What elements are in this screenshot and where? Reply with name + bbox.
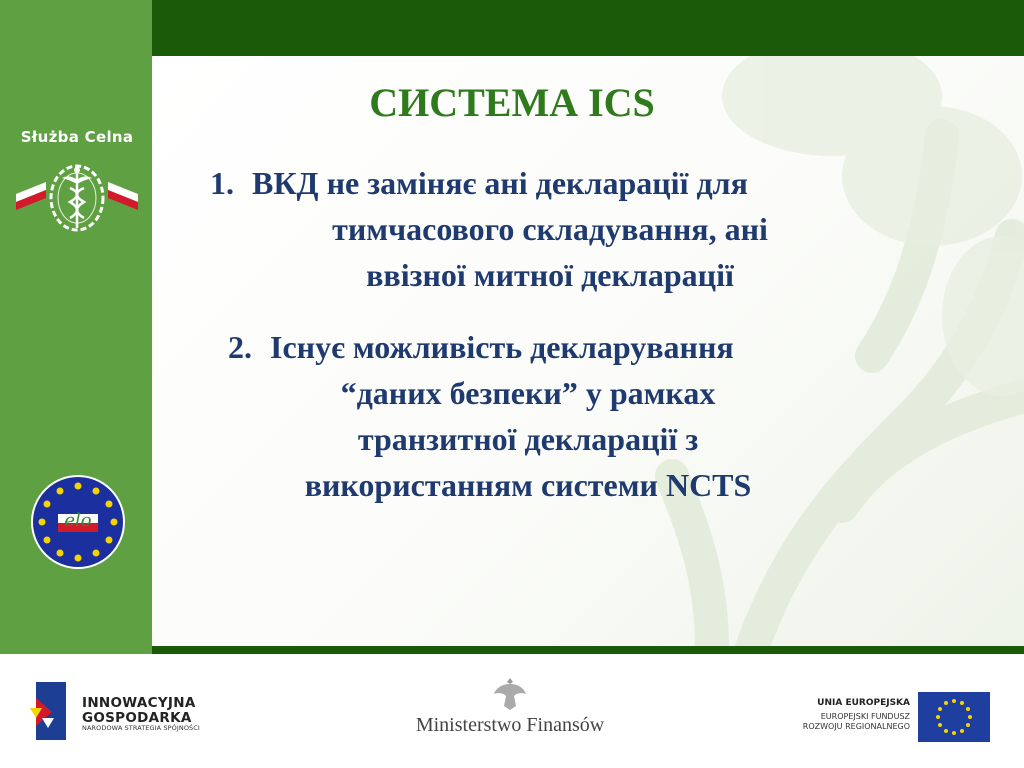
list-item-line: ВКД не заміняє ані декларації для <box>252 165 748 201</box>
eu-fund-logo <box>784 690 994 744</box>
eu-subtitle <box>803 712 910 732</box>
sluzba-celna-logo <box>10 124 144 244</box>
eu-line2: EUROPEJSKI FUNDUSZ <box>820 712 910 721</box>
ministerstwo-finansow-logo <box>390 672 630 742</box>
innowacyjna-gospodarka-icon <box>28 678 78 744</box>
mf-name: Ministerstwo Finansów <box>415 714 605 736</box>
bottom-bar <box>152 646 1024 654</box>
top-bar <box>152 0 1024 56</box>
list-item-line: ввізної митної декларації <box>366 257 734 293</box>
ig-title <box>82 696 196 726</box>
caduceus-emblem-icon <box>10 124 144 244</box>
innowacyjna-gospodarka-logo <box>28 678 228 748</box>
list-item-line: транзитної декларації з <box>357 421 699 457</box>
ig-tagline: NARODOWA STRATEGIA SPÓJNOŚCI <box>82 724 200 732</box>
svg-text:elo: elo <box>64 510 92 531</box>
eu-title: UNIA EUROPEJSKA <box>817 698 910 708</box>
ig-line2: GOSPODARKA <box>82 710 192 726</box>
elo-eu-stars-icon <box>30 474 126 570</box>
ig-line1: INNOWACYJNA <box>82 695 196 711</box>
elo-logo <box>30 474 126 570</box>
list-item-number: 2. <box>228 329 252 365</box>
list-item-line: використанням системи NCTS <box>304 467 752 503</box>
eu-line3: ROZWOJU REGIONALNEGO <box>802 722 910 731</box>
slide-title: СИСТЕМА ICS <box>369 80 655 125</box>
polish-eagle-icon <box>490 674 530 714</box>
list-item-line: “даних безпеки” у рамках <box>340 375 716 411</box>
eu-flag-icon <box>918 692 990 742</box>
sluzba-celna-text: Służba Celna <box>20 128 134 146</box>
list-item-line: тимчасового складування, ані <box>332 211 768 247</box>
list-item-number: 1. <box>210 165 234 201</box>
list-item-line: Існує можливість декларування <box>270 329 734 365</box>
